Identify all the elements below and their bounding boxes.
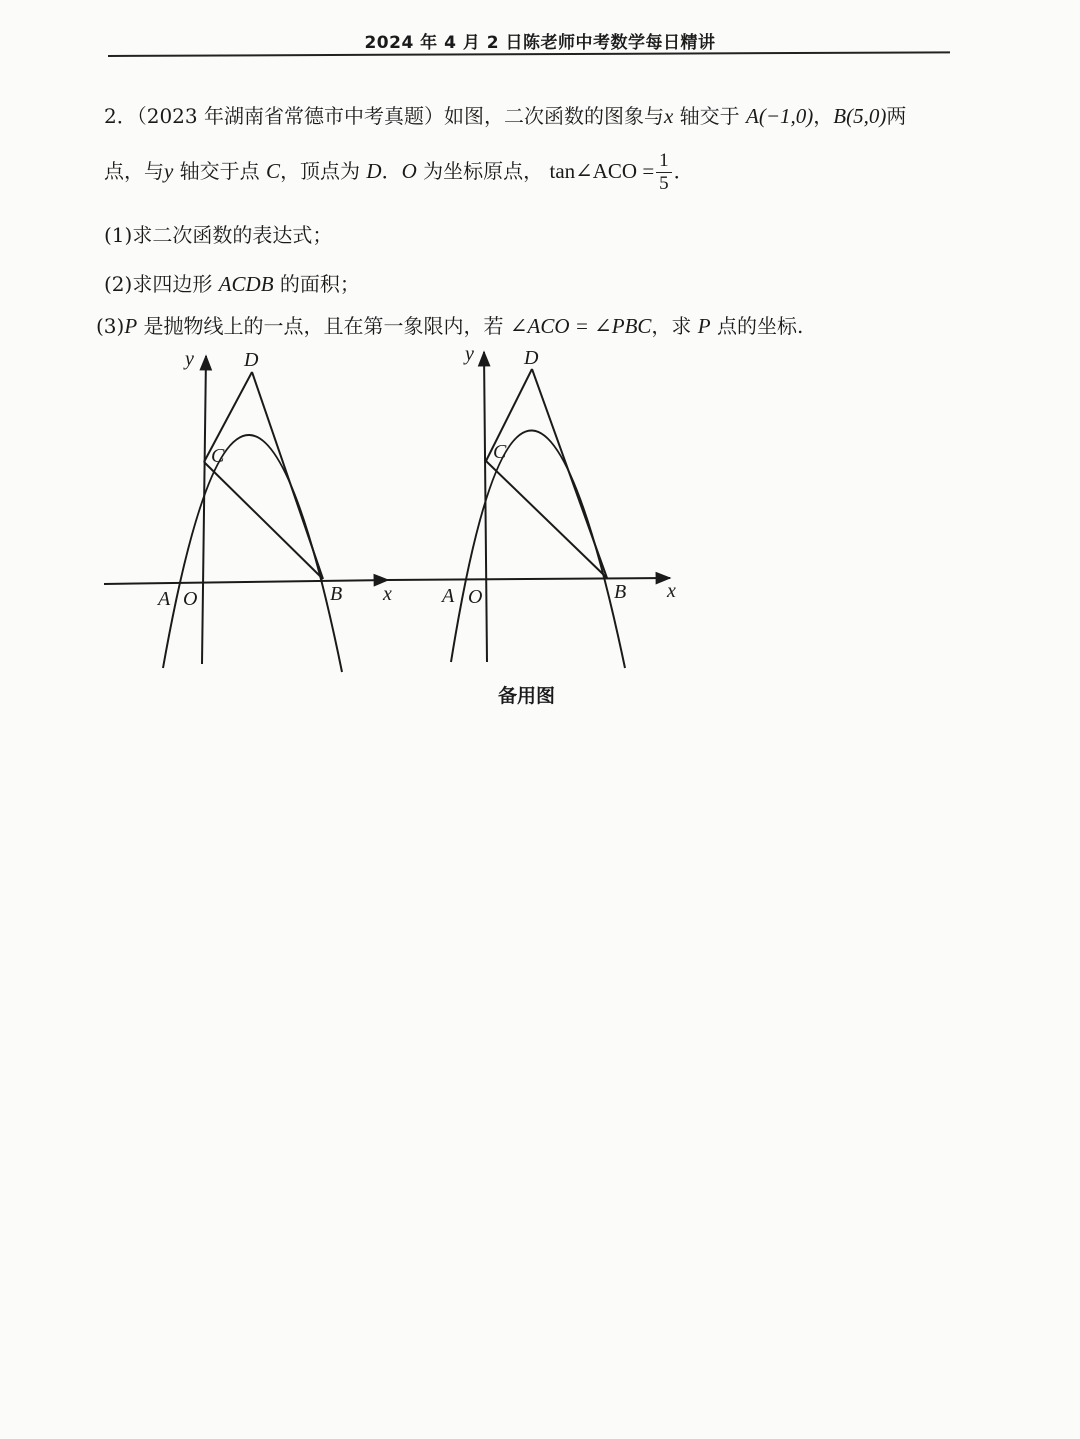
question-text: 点的坐标. xyxy=(710,314,804,338)
figure-caption: 备用图 xyxy=(498,685,556,707)
label-b: B xyxy=(614,581,627,603)
segment-cb xyxy=(204,462,323,579)
problem-text: 如图，二次函数的图象与 xyxy=(444,104,664,128)
segment-db xyxy=(532,369,607,578)
fraction-numerator: 1 xyxy=(656,150,672,173)
quadrilateral-name: ACDB xyxy=(218,272,274,296)
problem-text: ， xyxy=(813,104,834,128)
problem-text: 点，与 xyxy=(104,159,164,183)
label-y: y xyxy=(185,348,194,370)
label-d: D xyxy=(524,347,539,369)
question-1: (1)求二次函数的表达式； xyxy=(104,223,333,247)
y-axis xyxy=(202,356,206,664)
var-y: y xyxy=(164,159,174,183)
label-y: y xyxy=(465,343,474,365)
page-header: 2024 年 4 月 2 日陈老师中考数学每日精讲 xyxy=(364,33,716,53)
tan-expression: tan∠ACO = xyxy=(549,159,655,183)
point-b: B(5,0) xyxy=(833,104,887,128)
problem-text: 两 xyxy=(886,104,907,128)
label-o: O xyxy=(468,586,483,608)
question-text: 的面积； xyxy=(273,272,360,296)
point-a: A(−1,0) xyxy=(746,104,814,128)
figure-spare xyxy=(388,352,670,668)
label-a: A xyxy=(158,588,171,610)
label-c: C xyxy=(493,441,507,463)
problem-text: ． xyxy=(381,159,402,183)
problem-text: 轴交于 xyxy=(673,104,747,128)
segment-cb xyxy=(486,461,607,578)
x-axis xyxy=(104,580,388,584)
problem-text: 轴交于点 xyxy=(173,159,267,183)
parabola xyxy=(451,430,625,668)
question-text: ，求 xyxy=(651,314,698,338)
point-o: O xyxy=(401,159,417,183)
question-text: (2)求四边形 xyxy=(104,272,219,296)
problem-text: ，顶点为 xyxy=(280,159,367,183)
label-x: x xyxy=(667,580,676,602)
label-d: D xyxy=(244,349,259,371)
problem-text: 为坐标原点， xyxy=(416,159,544,183)
label-a: A xyxy=(442,585,455,607)
question-text: (3) xyxy=(96,314,125,338)
label-o: O xyxy=(183,588,198,610)
label-c: C xyxy=(211,445,225,467)
point-c: C xyxy=(266,159,281,183)
x-axis xyxy=(388,578,670,580)
var-x: x xyxy=(664,104,674,128)
label-b: B xyxy=(330,583,343,605)
point-d: D xyxy=(366,159,382,183)
segment-db xyxy=(252,372,323,579)
problem-text: ． xyxy=(673,159,694,183)
angle-equation: ∠ACO = ∠PBC xyxy=(509,314,652,338)
question-text: 是抛物线上的一点，且在第一象限内，若 xyxy=(137,314,510,338)
fraction-denominator: 5 xyxy=(659,173,669,194)
problem-source: （2023 年湖南省常德市中考真题） xyxy=(136,104,444,128)
figure-main xyxy=(104,356,388,672)
point-p: P xyxy=(697,314,711,338)
point-p: P xyxy=(124,314,138,338)
label-x: x xyxy=(383,583,392,605)
problem-number: 2． xyxy=(104,104,137,128)
